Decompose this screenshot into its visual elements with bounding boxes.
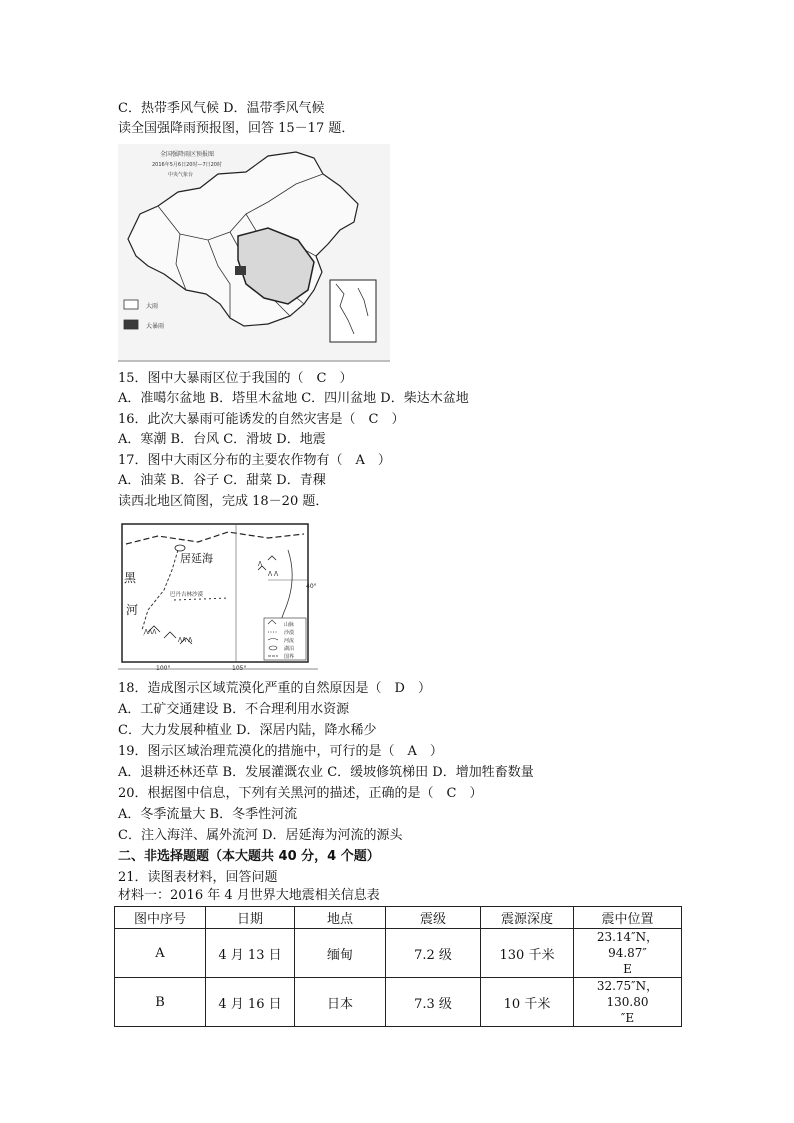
- svg-text:ᐱᐱ ᐱ: ᐱᐱ ᐱ: [178, 637, 193, 644]
- question-19-options: A．退耕还林还草 B．发展灌溉农业 C．缓坡修筑梯田 D．增加牲畜数量: [118, 765, 534, 780]
- svg-text:ᐱ ᐱ: ᐱ ᐱ: [268, 571, 279, 578]
- legend-storm: 大暴雨: [146, 323, 165, 330]
- label-lon100: 100°: [156, 665, 171, 670]
- question-17: 17．图中大雨区分布的主要农作物有（ A ）: [118, 453, 391, 468]
- table-row: [115, 929, 682, 978]
- svg-text:ᐱ: ᐱ: [258, 561, 263, 568]
- header-date: 日期: [206, 907, 295, 929]
- northwest-region-map: [118, 520, 318, 670]
- header-place: 地点: [295, 907, 386, 929]
- cell-magnitude: 7.3 级: [386, 978, 481, 1027]
- question-21: 21．读图表材料，回答问题: [118, 870, 278, 885]
- cell-magnitude: 7.2 级: [386, 929, 481, 978]
- legend-border: 国界: [284, 654, 295, 660]
- legend-lake: 湖泊: [284, 646, 295, 652]
- label-hei: 黑: [124, 571, 137, 585]
- instruction-15-17: 读全国强降雨预报图，回答 15－17 题．: [118, 121, 355, 136]
- legend-desert: 沙漠: [284, 630, 295, 636]
- cell-date: 4 月 16 日: [206, 978, 295, 1027]
- cell-id: A: [115, 929, 206, 978]
- question-17-options: A．油菜 B．谷子 C．甜菜 D．青稞: [118, 473, 326, 488]
- label-lat40: 40°: [306, 583, 317, 590]
- option-line-c-d: C．热带季风气候 D．温带季风气候: [118, 101, 325, 116]
- section-2-heading: 二、非选择题题（本大题共 40 分，4 个题）: [118, 849, 380, 864]
- cell-place: 日本: [295, 978, 386, 1027]
- map1-date: 2016年5月6日20时—7日20时: [152, 162, 222, 168]
- cell-depth: 10 千米: [481, 978, 574, 1027]
- label-he: 河: [126, 603, 139, 617]
- cell-date: 4 月 13 日: [206, 929, 295, 978]
- instruction-18-20: 读西北地区简图，完成 18－20 题．: [118, 494, 329, 509]
- rain-forecast-map: [118, 144, 390, 362]
- epicenter-coords-cont: E: [623, 962, 632, 976]
- header-magnitude: 震级: [386, 907, 481, 929]
- svg-text:᷊ᐱᐱᐱ: ᷊ᐱᐱᐱ: [144, 629, 157, 636]
- map1-title: 全国强降雨区预报图: [160, 151, 215, 158]
- legend-mountain: 山脉: [284, 622, 295, 628]
- question-18: 18．造成图示区域荒漠化严重的自然原因是（ D ）: [118, 681, 431, 696]
- map1-agency: 中央气象台: [168, 172, 194, 178]
- epicenter-coords-cont: ″E: [620, 1011, 635, 1025]
- question-19: 19．图示区域治理荒漠化的措施中，可行的是（ A ）: [118, 744, 443, 759]
- question-16: 16．此次大暴雨可能诱发的自然灾害是（ C ）: [118, 412, 405, 427]
- epicenter-coords: 32.75″N，130.80: [596, 979, 659, 1009]
- label-desert: 巴丹吉林沙漠: [170, 592, 204, 598]
- table-row: [115, 978, 682, 1027]
- cell-epicenter: [574, 929, 682, 978]
- heavy-storm-area: [235, 266, 246, 275]
- cell-place: 缅甸: [295, 929, 386, 978]
- question-15: 15．图中大暴雨区位于我国的（ C ）: [118, 371, 353, 386]
- question-20-options-cd: C．注入海洋、属外流河 D．居延海为河流的源头: [118, 828, 403, 843]
- material-1-caption: 材料一：2016 年 4 月世界大地震相关信息表: [118, 888, 380, 903]
- question-16-options: A．寒潮 B．台风 C．滑坡 D．地震: [118, 432, 326, 447]
- question-18-options-cd: C．大力发展种植业 D．深居内陆，降水稀少: [118, 723, 377, 738]
- label-lon105: 105°: [232, 665, 247, 670]
- legend-rain: 大雨: [146, 303, 159, 310]
- cell-epicenter: [574, 978, 682, 1027]
- cell-id: B: [115, 978, 206, 1027]
- epicenter-coords: 23.14″N，94.87″: [596, 930, 659, 960]
- header-depth: 震源深度: [481, 907, 574, 929]
- question-18-options-ab: A．工矿交通建设 B．不合理利用水资源: [118, 702, 350, 717]
- label-juyanhai: 居延海: [180, 552, 213, 565]
- header-id: 图中序号: [115, 907, 206, 929]
- question-15-options: A．准噶尔盆地 B．塔里木盆地 C．四川盆地 D．柴达木盆地: [118, 391, 469, 406]
- question-20: 20．根据图中信息，下列有关黑河的描述，正确的是（ C ）: [118, 786, 483, 801]
- question-20-options-ab: A．冬季流量大 B．冬季性河流: [118, 807, 298, 822]
- cell-depth: 130 千米: [481, 929, 574, 978]
- table-header-row: [115, 907, 682, 929]
- earthquake-info-table: [114, 906, 682, 1027]
- header-epicenter: 震中位置: [574, 907, 682, 929]
- legend-river: 河流: [284, 638, 295, 644]
